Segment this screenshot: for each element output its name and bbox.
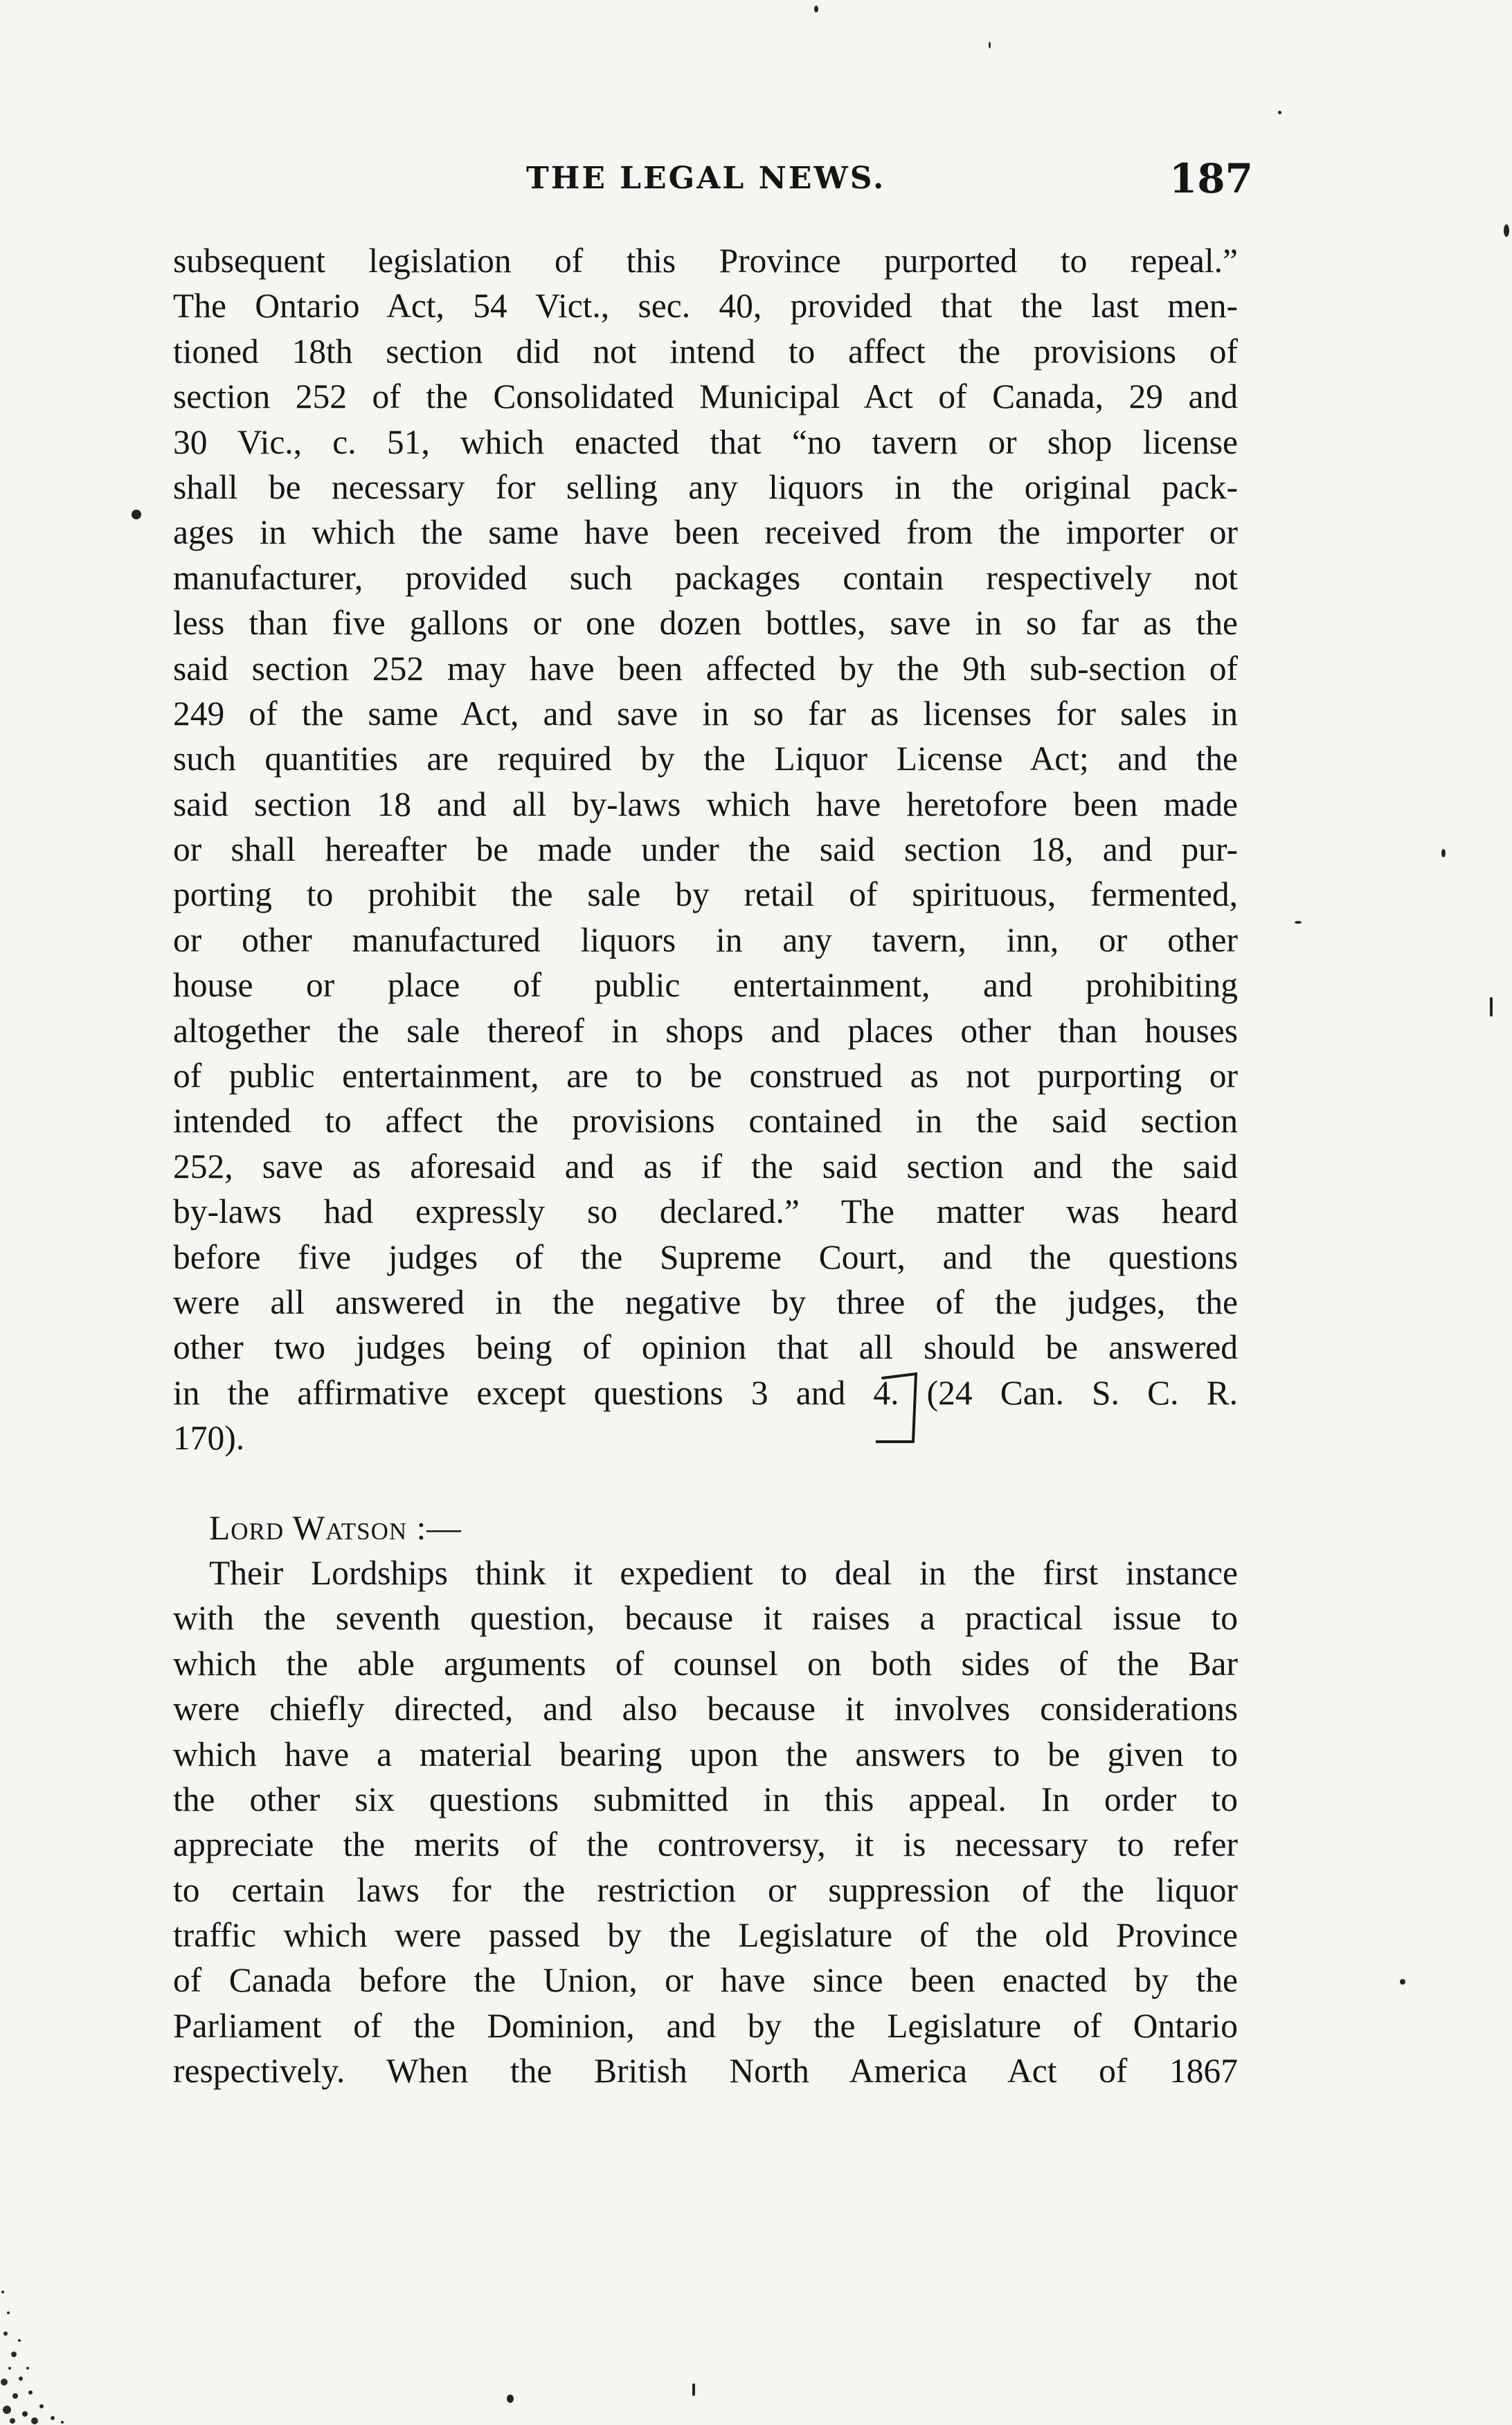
text-line: The Ontario Act, 54 Vict., sec. 40, provided that the last men- [173, 287, 1238, 325]
text-line: shall be necessary for selling any liquors in the original pack- [173, 467, 1238, 506]
text-line: house or place of public entertainment, and prohibiting [173, 966, 1238, 1005]
scan-speck [1490, 997, 1493, 1017]
text-line: 170). [173, 1419, 245, 1458]
text-line: tioned 18th section did not intend to affect the provisions of [173, 332, 1238, 370]
scan-speck [1400, 1979, 1405, 1985]
text-line: to certain laws for the restriction or suppression of the liquor [173, 1870, 1238, 1909]
section-heading: Lord Watson :— [209, 1508, 462, 1547]
text-line: which the able arguments of counsel on both sides of the Bar [173, 1644, 1238, 1683]
text-line: appreciate the merits of the controversy, it is necessary to refer [173, 1825, 1238, 1864]
scan-speck [814, 6, 818, 12]
text-line: which have a material bearing upon the answers to be given to [173, 1735, 1238, 1773]
text-line: were chiefly directed, and also because it involves considerations [173, 1690, 1238, 1728]
text-line: other two judges being of opinion that all should be answered [173, 1328, 1238, 1367]
body-text [173, 238, 1238, 2094]
text-line: of Canada before the Union, or have since been enacted by the [173, 1961, 1238, 2000]
text-line: traffic which were passed by the Legislature of the old Province [173, 1916, 1238, 1955]
text-line: less than five gallons or one dozen bottles, save in so far as the [173, 604, 1238, 643]
text-line: said section 252 may have been affected by the 9th sub-section of [173, 649, 1238, 688]
text-line: respectively. When the British North America Act of 1867 [173, 2052, 1238, 2091]
text-line: Their Lordships think it expedient to deal in the first instance [209, 1553, 1238, 1592]
text-line: porting to prohibit the sale by retail of spirituous, fermented, [173, 875, 1238, 914]
paragraph-1 [173, 238, 1238, 1461]
text-line: manufacturer, provided such packages contain respectively not [173, 558, 1238, 597]
text-line: section 252 of the Consolidated Municipal Act of Canada, 29 and [173, 377, 1238, 416]
text-line: 249 of the same Act, and save in so far as licenses for sales in [173, 694, 1238, 733]
text-line: such quantities are required by the Liquor License Act; and the [173, 740, 1238, 778]
scan-speck [1295, 921, 1302, 924]
text-line: subsequent legislation of this Province purported to repeal.” [173, 242, 1238, 280]
page-header [173, 155, 1253, 209]
scan-speck [132, 510, 141, 519]
text-line: of public entertainment, are to be construed as not purporting or [173, 1057, 1238, 1095]
scan-speck [692, 2383, 695, 2396]
text-line: 252, save as aforesaid and as if the said section and the said [173, 1147, 1238, 1185]
paragraph-gap [173, 1461, 1238, 1505]
scan-speck [989, 42, 991, 48]
text-line: with the seventh question, because it raises a practical issue to [173, 1599, 1238, 1638]
scan-speck [1278, 111, 1281, 114]
text-line: or shall hereafter be made under the said section 18, and pur- [173, 830, 1238, 869]
text-line: were all answered in the negative by three of the judges, the [173, 1282, 1238, 1321]
scan-speck [1504, 224, 1509, 237]
paragraph-2 [173, 1550, 1238, 2094]
text-line: 30 Vic., c. 51, which enacted that “no tavern or shop license [173, 422, 1238, 461]
page-number: 187 [1169, 155, 1253, 202]
text-line: Parliament of the Dominion, and by the Legislature of Ontario [173, 2006, 1238, 2045]
text-line: in the affirmative except questions 3 and 4. (24 Can. S. C. R. [173, 1373, 1238, 1412]
text-line: before five judges of the Supreme Court, and the questions [173, 1237, 1238, 1276]
corner-scan-noise [0, 2250, 76, 2425]
text-line: or other manufactured liquors in any tavern, inn, or other [173, 920, 1238, 959]
running-title: THE LEGAL NEWS. [526, 161, 886, 196]
text-line: by-laws had expressly so declared.” The matter was heard [173, 1192, 1238, 1231]
scan-speck [1441, 849, 1446, 857]
text-line: the other six questions submitted in this appeal. In order to [173, 1780, 1238, 1818]
text-line: altogether the sale thereof in shops and places other than houses [173, 1011, 1238, 1050]
scan-speck [507, 2395, 514, 2403]
text-line: ages in which the same have been received from the importer or [173, 513, 1238, 552]
text-line: intended to affect the provisions contained in the said section [173, 1102, 1238, 1140]
text-line: said section 18 and all by-laws which have heretofore been made [173, 785, 1238, 823]
